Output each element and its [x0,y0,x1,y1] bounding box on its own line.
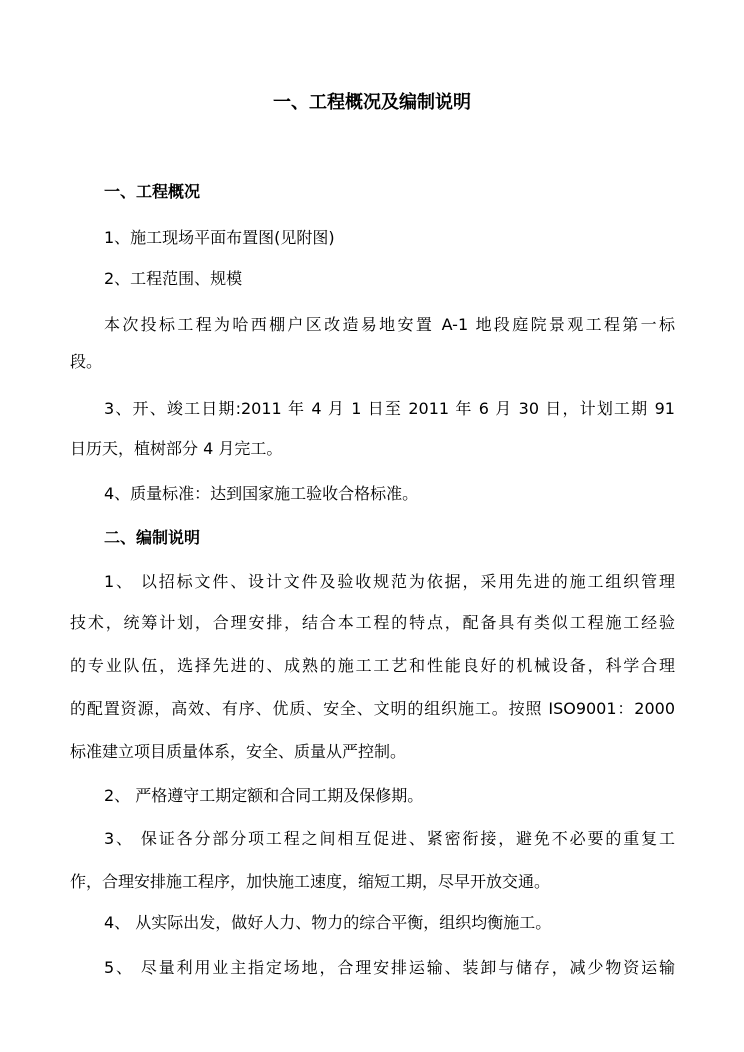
schedule-paragraph-line-2: 日历天，植树部分 4 月完工。 [70,439,283,458]
compilation-p2: 2、 严格遵守工期定额和合同工期及保修期。 [104,786,424,805]
section-heading-overview: 一、工程概况 [104,182,201,201]
compilation-p3-line-2: 作，合理安排施工程序，加快施工速度，缩短工期，尽早开放交通。 [70,872,551,891]
compilation-p5-line-1: 5、 尽量利用业主指定场地，合理安排运输、装卸与储存，减少物资运输 [104,958,675,977]
compilation-p1-line-3: 的专业队伍，选择先进的、成熟的施工工艺和性能良好的机械设备，科学合理 [70,656,675,675]
scope-paragraph-line-1: 本次投标工程为哈西棚户区改造易地安置 A-1 地段庭院景观工程第一标 [104,315,675,334]
compilation-p1-line-1: 1、 以招标文件、设计文件及验收规范为依据，采用先进的施工组织管理 [104,572,675,591]
overview-item-2: 2、工程范围、规模 [104,269,243,288]
overview-item-1: 1、施工现场平面布置图(见附图) [104,228,335,247]
compilation-p1-line-4: 的配置资源，高效、有序、优质、安全、文明的组织施工。按照 ISO9001：2000 [70,699,675,718]
section-heading-compilation: 二、编制说明 [104,528,201,547]
compilation-p4: 4、 从实际出发，做好人力、物力的综合平衡，组织均衡施工。 [104,913,552,932]
compilation-p1-line-5: 标准建立项目质量体系，安全、质量从严控制。 [70,742,407,761]
compilation-p3-line-1: 3、 保证各分部分项工程之间相互促进、紧密衔接，避免不必要的重复工 [104,829,675,848]
compilation-p1-line-2: 技术，统筹计划，合理安排，结合本工程的特点，配备具有类似工程施工经验 [70,613,675,632]
page-title: 一、工程概况及编制说明 [273,92,471,113]
schedule-paragraph-line-1: 3、开、竣工日期:2011 年 4 月 1 日至 2011 年 6 月 30 日，计划工期 91 [104,399,675,418]
quality-standard-item: 4、质量标准：达到国家施工验收合格标准。 [104,484,419,503]
scope-paragraph-line-2: 段。 [70,352,103,371]
